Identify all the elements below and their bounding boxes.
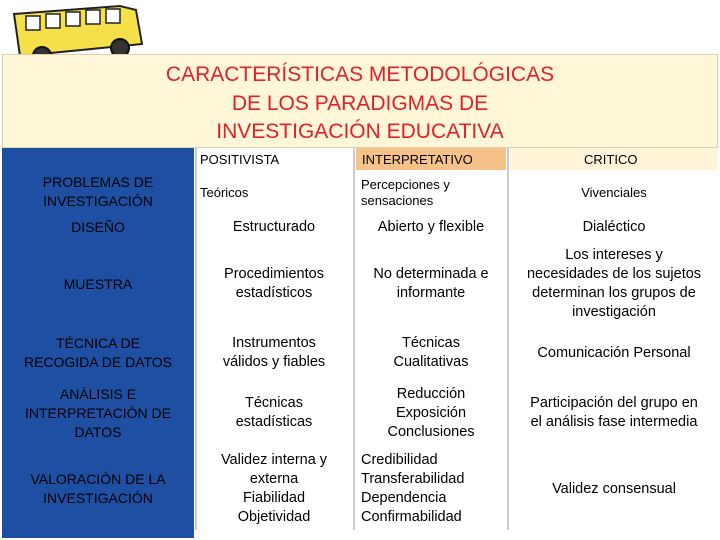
cell-line: externa <box>249 471 299 487</box>
header-interpretativo: INTERPRETATIVO <box>362 152 473 167</box>
row-label-line: RECOGIDA DE DATOS <box>23 354 173 370</box>
row-label-line: INVESTIGACIÓN <box>43 490 153 506</box>
cell-line: sensaciones <box>361 193 434 208</box>
cell-line: Reducción <box>396 385 466 402</box>
cell-line: Confirmabilidad <box>361 509 462 525</box>
cell-line: Técnicas <box>244 395 303 411</box>
row-label-line: DISEÑO <box>71 218 125 235</box>
cell-line: Conclusiones <box>387 423 475 440</box>
cell-line: investigación <box>572 304 656 320</box>
cell-line: Abierto y flexible <box>377 218 485 235</box>
row-label-line: INVESTIGACIÓN <box>43 193 153 209</box>
cell-line: Exposición <box>395 404 467 421</box>
cell-line: estadísticos <box>235 285 313 301</box>
row-label-line: ANÁLISIS E <box>59 385 137 402</box>
cell-line: Estructurado <box>232 218 316 235</box>
row-label-line: PROBLEMAS DE <box>42 174 154 190</box>
cell-line: Validez interna y <box>220 452 328 468</box>
cell-line: Cualitativas <box>393 354 469 370</box>
row-label-line: MUESTRA <box>63 275 133 292</box>
cell-line: Credibilidad <box>361 452 438 468</box>
cell-line: Comunicación Personal <box>537 344 691 361</box>
cell-line: Percepciones y <box>361 177 450 192</box>
cell-line: Los intereses y <box>565 247 663 263</box>
cell-line: necesidades de los sujetos <box>526 266 702 282</box>
header-positivista: POSITIVISTA <box>200 152 280 167</box>
cell-line: Validez consensual <box>552 480 676 497</box>
title-line-1: CARACTERÍSTICAS METODOLÓGICAS <box>165 63 555 86</box>
cell-line: Dialéctico <box>582 218 646 235</box>
cell-line: Procedimientos <box>224 266 324 282</box>
cell-line: estadísticas <box>235 414 313 430</box>
row-label-line: DATOS <box>74 423 122 440</box>
cell-line: Transferabilidad <box>361 471 465 487</box>
cell-line: válidos y fiables <box>222 354 326 370</box>
cell-line: Objetividad <box>237 509 311 525</box>
cell-line: Instrumentos <box>232 335 316 351</box>
title-line-2: DE LOS PARADIGMAS DE <box>231 92 489 115</box>
cell-line: No determinada e <box>373 266 489 282</box>
cell-line: Teóricos <box>200 185 249 200</box>
row-label-line: TÉCNICA DE <box>55 335 140 351</box>
cell-line: Participación del grupo en <box>530 395 698 411</box>
cell-line: Vivenciales <box>581 185 647 200</box>
cell-line: informante <box>396 285 466 301</box>
cell-line: determinan los grupos de <box>532 285 696 301</box>
row-label-line: INTERPRETACIÓN DE <box>25 404 171 421</box>
row-label-line: VALORACIÓN DE LA <box>30 471 166 487</box>
cell-line: Técnicas <box>401 335 460 351</box>
cell-line: Dependencia <box>361 490 447 506</box>
cell-line: el análisis fase intermedia <box>530 414 698 430</box>
cell-line: Fiabilidad <box>242 490 306 506</box>
header-critico: CRITICO <box>584 152 638 167</box>
title-line-3: INVESTIGACIÓN EDUCATIVA <box>216 120 504 143</box>
